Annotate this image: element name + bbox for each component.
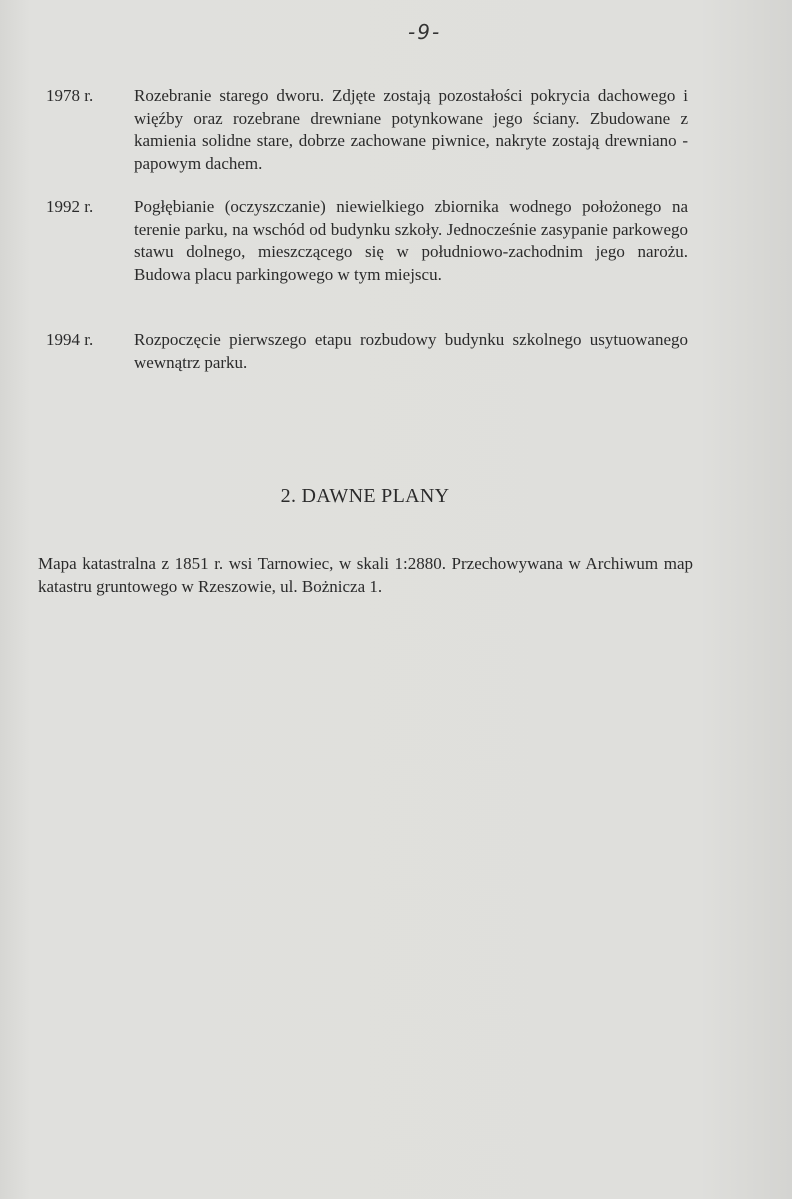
entry-text: Rozpoczęcie pierwszego etapu rozbudowy budynku szkolnego usytuowanego wewnątrz parku. <box>134 330 688 372</box>
entry-text: Pogłębianie (oczyszczanie) niewielkiego zbiornika wodnego położonego na terenie parku, na wschód od budynku szkoły. Jednocześnie zasypanie parkowego stawu dolnego, mieszczącego się w południowo-zachodnim jego narożu. Budowa placu parkingowego w tym miejscu. <box>134 197 688 284</box>
section-heading: 2. DAWNE PLANY <box>280 485 450 507</box>
section-paragraph: Mapa katastralna z 1851 r. wsi Tarnowiec, w skali 1:2880. Przechowywana w Archiwum map katastru gruntowego w Rzeszowie, ul. Bożnicza 1. <box>38 554 693 596</box>
entry-year: 1992 r. <box>46 197 94 216</box>
page-number: -9- <box>408 20 442 44</box>
entry-year: 1978 r. <box>46 86 94 105</box>
entry-text: Rozebranie starego dworu. Zdjęte zostają pozostałości pokrycia dachowego i więźby oraz rozebrane drewniane potynkowane jego ściany. Zbudowane z kamienia solidne stare, dobrze zachowane piwnice, nakryte zostają drewniano - papowym dachem. <box>134 86 688 173</box>
entry-year: 1994 r. <box>46 330 94 349</box>
